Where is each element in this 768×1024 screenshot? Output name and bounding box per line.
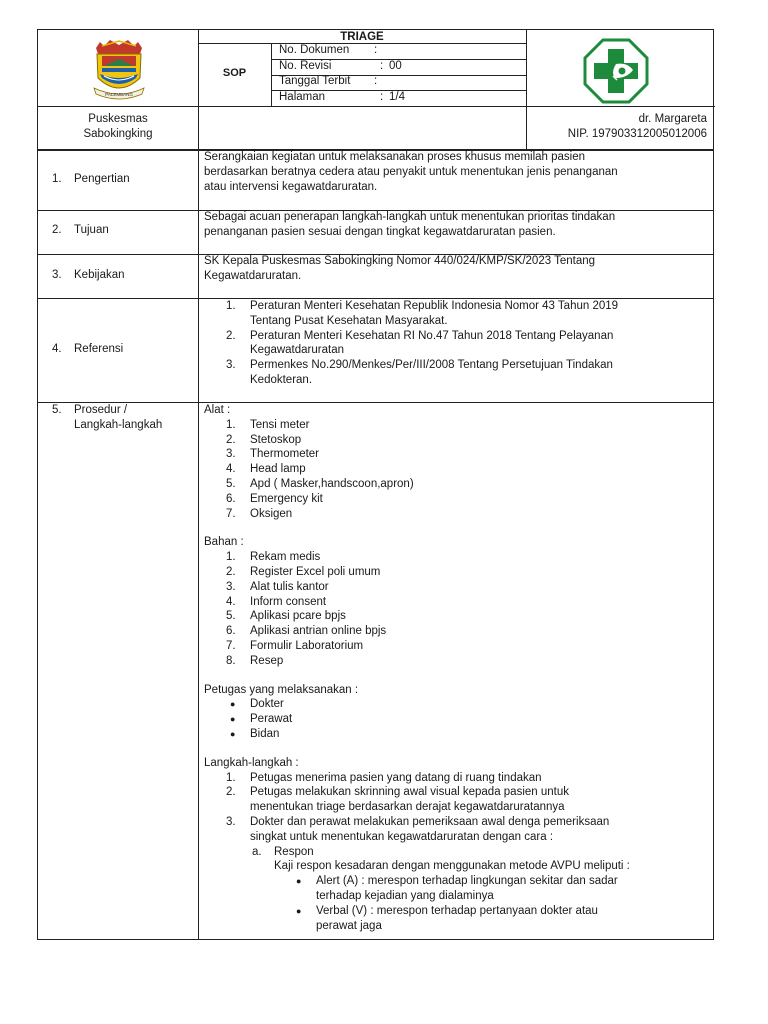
list-item	[204, 299, 709, 329]
item-text: Oksigen	[250, 507, 293, 520]
item-text: Bidan	[250, 727, 280, 740]
item-text: Register Excel poli umum	[250, 565, 381, 578]
paragraph-line: berdasarkan beratnya cedera atau penyakit untuk menentukan jenis penanganan	[204, 165, 618, 178]
item-number: 1.	[226, 300, 236, 312]
list-item: 6. Emergency kit	[226, 492, 323, 505]
list-item: 1. Tensi meter	[226, 418, 310, 431]
signer-block	[526, 112, 715, 142]
sop-label: SOP	[222, 67, 247, 79]
list-item	[204, 785, 709, 815]
item-text: Inform consent	[250, 595, 327, 608]
alat-list	[204, 418, 709, 522]
paragraph-line: atau intervensi kegawatdaruratan.	[204, 180, 378, 193]
list-item: 7. Oksigen	[226, 507, 293, 520]
meta-label-dokumen: No. Dokumen	[279, 44, 350, 56]
item-text: Rekam medis	[250, 551, 321, 564]
list-item: 7. Formulir Laboratorium	[226, 639, 364, 652]
section-title: Tujuan	[74, 224, 109, 236]
list-item: ● Dokter	[230, 698, 284, 711]
item-text: Head lamp	[250, 463, 306, 476]
item-text: Emergency kit	[250, 492, 323, 505]
section-label-kebijakan	[52, 269, 125, 281]
avpu-intro: Kaji respon kesadaran dengan menggunakan metode AVPU meliputi :	[274, 860, 630, 873]
item-text: Apd ( Masker,handscoon,apron)	[250, 477, 414, 490]
item-text: Thermometer	[250, 448, 320, 461]
list-item: 3. Thermometer	[226, 448, 320, 461]
document-title: TRIAGE	[340, 31, 384, 43]
paragraph-line: penanganan pasien sesuai dengan tingkat kegawatdaruratan pasien.	[204, 225, 556, 238]
item-line: Petugas menerima pasien yang datang di ruang tindakan	[250, 771, 542, 784]
item-number: 2.	[226, 329, 236, 342]
list-item: 5. Apd ( Masker,handscoon,apron)	[226, 477, 414, 490]
list-item	[204, 771, 709, 786]
item-line: Peraturan Menteri Kesehatan Republik Indonesia Nomor 43 Tahun 2019	[250, 300, 619, 312]
item-line: perawat jaga	[316, 919, 382, 932]
list-item	[204, 845, 709, 860]
document-header	[37, 29, 714, 150]
section-title: Kebijakan	[74, 269, 125, 281]
section-number: 3.	[52, 269, 62, 281]
signer-name: dr. Margareta	[638, 113, 707, 125]
petugas-list	[204, 697, 709, 741]
list-item: ● Bidan	[230, 727, 280, 740]
paragraph-line: Kegawatdaruratan.	[204, 269, 302, 282]
section-title: Pengertian	[74, 173, 130, 185]
section-content-pengertian	[204, 150, 709, 194]
item-text: Aplikasi antrian online bpjs	[250, 625, 387, 638]
city-emblem-logo	[90, 38, 148, 104]
section-number: 5.	[52, 404, 62, 416]
section-content-tujuan	[204, 210, 709, 240]
list-item: 4. Head lamp	[226, 463, 306, 476]
list-item	[204, 815, 709, 845]
section-number: 2.	[52, 224, 62, 236]
sop-body-table	[37, 150, 714, 940]
item-line: Permenkes No.290/Menkes/Per/III/2008 Tentang Persetujuan Tindakan	[250, 359, 613, 372]
item-number: 3.	[226, 815, 236, 828]
section-content-referensi	[204, 299, 709, 388]
item-text: Dokter	[250, 698, 284, 711]
item-text: Tensi meter	[250, 418, 310, 431]
item-line: Alert (A) : merespon terhadap lingkungan sekitar dan sadar	[316, 875, 618, 888]
signer-nip: NIP. 197903312005012006	[567, 128, 707, 140]
list-item: 5. Aplikasi pcare bpjs	[226, 610, 346, 623]
section-title: Referensi	[74, 343, 124, 355]
item-text: Perawat	[250, 713, 293, 726]
list-item	[204, 329, 709, 359]
item-text: Aplikasi pcare bpjs	[250, 610, 346, 623]
list-item: 8. Resep	[226, 654, 284, 667]
org-line: Sabokingking	[83, 128, 153, 140]
list-item: 2. Register Excel poli umum	[226, 565, 381, 578]
item-number: 3.	[226, 359, 236, 372]
item-text: Respon	[274, 845, 314, 858]
meta-sep: :	[380, 91, 384, 103]
item-number: a.	[252, 845, 262, 858]
item-line: Petugas melakukan skrinning awal visual kepada pasien untuk	[250, 786, 570, 799]
paragraph-line: SK Kepala Puskesmas Sabokingking Nomor 440/024/KMP/SK/2023 Tentang	[204, 255, 596, 267]
avpu-list	[204, 874, 709, 933]
item-text: Alat tulis kantor	[250, 580, 329, 593]
list-item: 6. Aplikasi antrian online bpjs	[226, 625, 387, 638]
item-line: Tentang Pusat Kesehatan Masyarakat.	[250, 314, 448, 327]
meta-label-halaman: Halaman	[279, 91, 326, 103]
list-item: ● Perawat	[230, 713, 293, 726]
subsection-title-petugas: Petugas yang melaksanakan :	[204, 683, 359, 696]
meta-value-revisi: 00	[389, 60, 402, 72]
subsection-title-bahan: Bahan :	[204, 536, 244, 549]
paragraph-line: Serangkaian kegiatan untuk melaksanakan proses khusus memilah pasien	[204, 151, 586, 163]
list-item: ● Verbal (V) : merespon terhadap pertanyaan dokter atau perawat jaga	[204, 904, 709, 934]
item-number: 2.	[226, 786, 236, 799]
item-line: Verbal (V) : merespon terhadap pertanyaan dokter atau	[316, 904, 598, 917]
section-number: 1.	[52, 173, 62, 185]
langkah-list	[204, 771, 709, 845]
subsection-title-alat: Alat :	[204, 404, 231, 416]
section-label-referensi	[52, 343, 123, 355]
item-text: Resep	[250, 654, 284, 667]
section-title: Langkah-langkah	[74, 419, 163, 431]
item-line: terhadap kejadian yang dialaminya	[316, 889, 494, 902]
bahan-list	[204, 550, 709, 668]
item-line: Kegawatdaruratan	[250, 344, 344, 357]
list-item	[204, 358, 709, 388]
divider	[38, 106, 715, 107]
item-number: 1.	[226, 771, 236, 784]
section-content-kebijakan	[204, 254, 709, 284]
meta-label-tanggal: Tanggal Terbit	[279, 75, 351, 87]
section-content-prosedur	[204, 403, 709, 933]
meta-value-halaman: 1/4	[389, 91, 405, 103]
section-title: Prosedur /	[74, 404, 128, 416]
sub-list	[204, 845, 709, 860]
section-label-pengertian	[52, 173, 130, 185]
meta-label-revisi: No. Revisi	[279, 60, 332, 72]
section-label-tujuan	[52, 224, 109, 236]
svg-text:PALEMBANG: PALEMBANG	[105, 92, 133, 97]
meta-sep: :	[380, 60, 384, 72]
subsection-title-langkah: Langkah-langkah :	[204, 756, 299, 769]
puskesmas-logo	[583, 38, 649, 104]
divider	[198, 30, 199, 151]
item-text: Formulir Laboratorium	[250, 639, 364, 652]
list-item: 4. Inform consent	[226, 595, 327, 608]
org-line: Puskesmas	[88, 113, 148, 125]
item-text: Stetoskop	[250, 433, 302, 446]
item-line: Peraturan Menteri Kesehatan RI No.47 Tahun 2018 Tentang Pelayanan	[250, 329, 614, 342]
section-label-prosedur	[52, 403, 162, 433]
divider	[198, 43, 526, 44]
item-line: singkat untuk menentukan kegawatdaruratan dengan cara :	[250, 830, 554, 843]
section-number: 4.	[52, 343, 62, 355]
organization-name	[38, 112, 198, 142]
meta-sep: :	[374, 44, 378, 56]
item-line: Kedokteran.	[250, 373, 313, 386]
list-item: ● Alert (A) : merespon terhadap lingkungan sekitar dan sadar terhadap kejadian yang dialaminya	[204, 874, 709, 904]
item-line: menentukan triage berdasarkan derajat kegawatdaruratannya	[250, 801, 565, 814]
paragraph-line: Sebagai acuan penerapan langkah-langkah untuk menentukan prioritas tindakan	[204, 211, 616, 223]
meta-sep: :	[374, 75, 378, 87]
column-divider	[198, 150, 199, 939]
item-line: Dokter dan perawat melakukan pemeriksaan awal denga pemeriksaan	[250, 815, 610, 828]
list-item: 1. Rekam medis	[226, 551, 321, 564]
list-item: 2. Stetoskop	[226, 433, 302, 446]
list-item: 3. Alat tulis kantor	[226, 580, 329, 593]
